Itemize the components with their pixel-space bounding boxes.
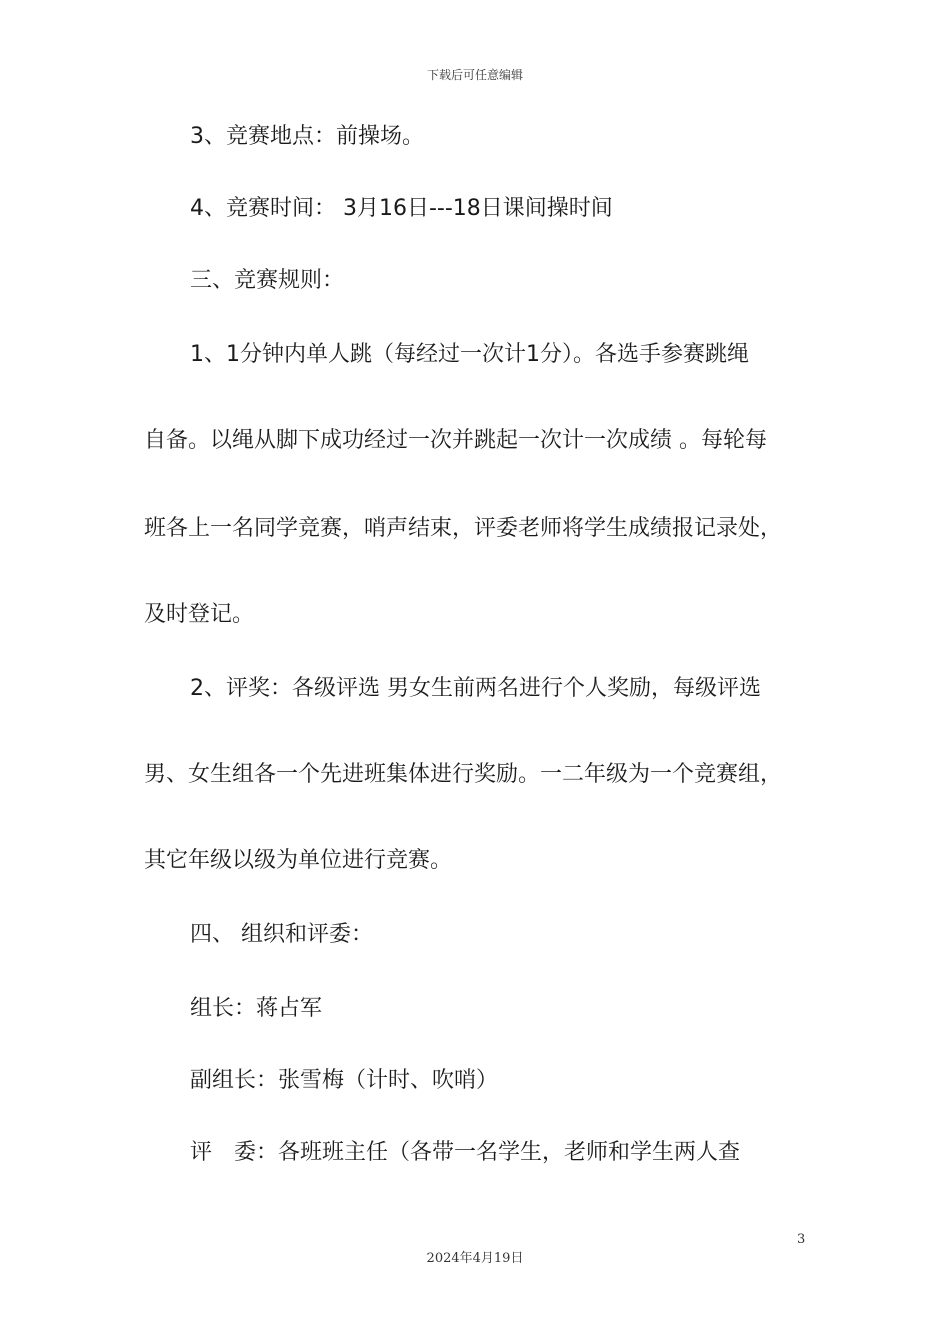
paragraph-line-rule-2c: 其它年级以级为单位进行竞赛。 [144,848,453,873]
section-heading-organization: 四、 组织和评委： [190,922,373,947]
page-footer-date: 2024年4月19日 [426,1251,524,1266]
paragraph-line-rule-2b: 男、女生组各一个先进班集体进行奖励。一二年级为一个竞赛组， [144,762,783,787]
paragraph-line-rule-1c: 班各上一名同学竞赛，哨声结束，评委老师将学生成绩报记录处， [144,516,783,541]
paragraph-line-venue: 3、竞赛地点：前操场。 [190,124,424,149]
section-heading-rules: 三、竞赛规则： [190,268,345,293]
paragraph-line-rule-2a: 2、评奖：各级评选 男女生前两名进行个人奖励，每级评选 [190,676,761,701]
paragraph-line-leader: 组长：蒋占军 [190,996,323,1021]
page-header: 下载后可任意编辑 [426,68,523,82]
paragraph-line-rule-1d: 及时登记。 [144,602,255,627]
paragraph-line-rule-1a: 1、1分钟内单人跳（每经过一次计1分）。各选手参赛跳绳 [190,342,749,367]
paragraph-line-time: 4、竞赛时间： 3月16日---18日课间操时间 [190,196,613,221]
paragraph-line-deputy-leader: 副组长：张雪梅（计时、吹哨） [190,1068,499,1093]
paragraph-line-rule-1b: 自备。以绳从脚下成功经过一次并跳起一次计一次成绩 。每轮每 [144,428,767,453]
paragraph-line-judges: 评 委：各班班主任（各带一名学生，老师和学生两人查 [190,1140,741,1165]
page-number: 3 [797,1232,806,1247]
